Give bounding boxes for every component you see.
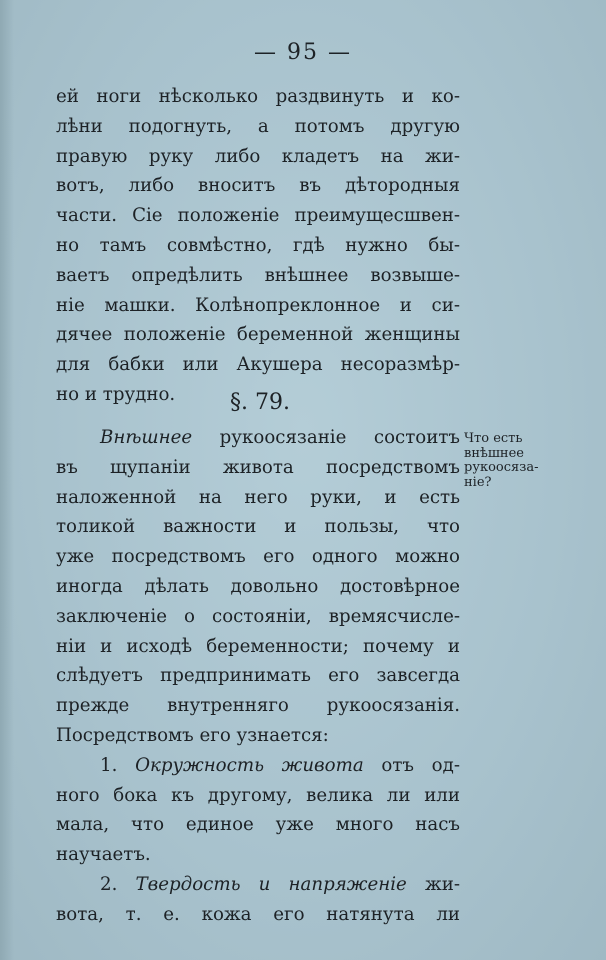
text-fragment: рукоосязаніе состоитъ — [219, 427, 460, 448]
text-line: ваетъ опредѣлить внѣшнее возвыше- — [56, 264, 460, 286]
text-line: но и трудно. — [56, 383, 176, 405]
text-line: ного бока къ другому, велика ли или — [56, 784, 460, 806]
paragraph-continuation — [56, 82, 460, 410]
section-body — [56, 423, 460, 930]
page-number: — 95 — — [254, 40, 352, 65]
page-edge-shadow — [0, 0, 14, 960]
text-line: наложенной на него руки, и есть — [56, 486, 460, 508]
text-line: Посредствомъ его узнается: — [56, 724, 329, 746]
text-fragment: отъ од- — [381, 754, 460, 776]
text-line — [56, 423, 460, 453]
emphasized-term: Окружность живота — [135, 754, 364, 776]
margin-note-line: рукоосяза- — [464, 460, 539, 475]
section-heading: §. 79. — [230, 390, 290, 415]
list-item-2-head — [56, 870, 460, 900]
text-line: уже посредствомъ его одного можно — [56, 546, 460, 568]
text-line: мала, что единое уже много насъ — [56, 814, 460, 836]
margin-note — [464, 432, 604, 490]
text-fragment: жи- — [424, 873, 460, 895]
text-line: ніи и исходѣ беременности; почему и — [56, 635, 460, 657]
text-line: иногда дѣлать довольно достовѣрное — [56, 575, 460, 597]
text-line: прежде внутренняго рукоосязанія. — [56, 695, 460, 717]
text-line: части. Сіе положеніе преимущесшвен- — [56, 205, 460, 227]
text-line: ей ноги нѣсколько раздвинуть и ко- — [56, 86, 460, 107]
text-line: правую руку либо кладетъ на жи- — [56, 145, 460, 167]
list-number: 1. — [100, 754, 118, 776]
margin-note-line: ніе? — [464, 474, 492, 490]
text-line: дячее положеніе беременной женщины — [56, 324, 460, 346]
text-line: научаетъ. — [56, 844, 151, 866]
text-line: слѣдуетъ предпринимать его завсегда — [56, 665, 460, 687]
text-line: въ щупаніи живота посредствомъ — [56, 456, 460, 478]
list-number: 2. — [100, 873, 118, 895]
text-line: но тамъ совмѣстно, гдѣ нужно бы- — [56, 234, 460, 256]
list-item-1-head — [56, 751, 460, 781]
margin-note-line: внѣшнее — [464, 445, 524, 461]
text-line: заключеніе о состояніи, времясчисле- — [56, 605, 460, 627]
text-line: лѣни подогнуть, а потомъ другую — [56, 115, 460, 137]
margin-note-line: Что есть — [464, 431, 523, 446]
text-line: вотъ, либо вноситъ въ дѣтородныя — [56, 175, 460, 197]
text-line: для бабки или Акушера несоразмѣр- — [56, 354, 460, 376]
text-line: вота, т. е. кожа его натянута ли — [56, 903, 460, 925]
text-line: толикой важности и пользы, что — [56, 516, 460, 538]
emphasized-term: Внѣшнее — [100, 427, 193, 448]
emphasized-term: Твердость и напряженіе — [135, 873, 407, 895]
text-line: ніе машки. Колѣнопреклонное и си- — [56, 294, 460, 316]
